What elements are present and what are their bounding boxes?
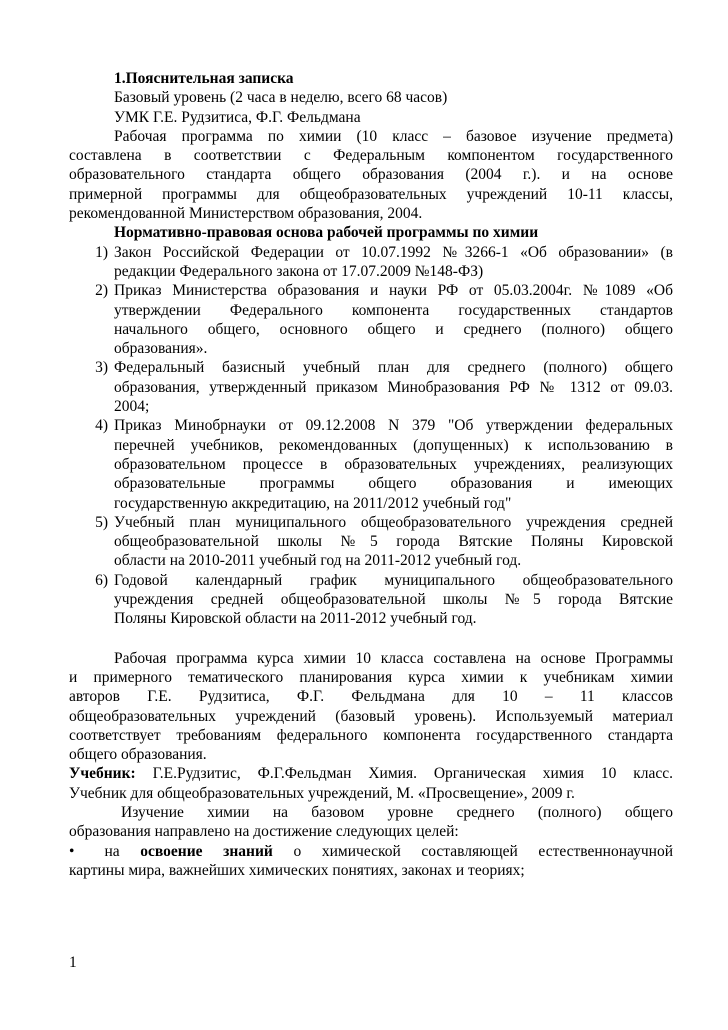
section-title: 1.Пояснительная записка xyxy=(114,70,294,87)
spacer xyxy=(69,629,673,649)
bullet-text-post: о химической составляющей естественнонаучной xyxy=(272,842,673,860)
text-line: утверждении Федерального компонента государственных стандартов xyxy=(114,301,673,319)
text-line xyxy=(69,764,673,783)
text-line: общего образования. xyxy=(69,746,207,764)
text-line: образовательном процессе в образовательных учреждениях, реализующих xyxy=(114,455,673,473)
text-line: Учебник для общеобразовательных учреждений, М. «Просвещение», 2009 г. xyxy=(69,784,575,802)
list-number: 6) xyxy=(95,571,108,589)
text-line: области на 2010-2011 учебный год на 2011-2012 учебный год. xyxy=(114,552,522,570)
text-line: авторов Г.Е. Рудзитиса, Ф.Г. Фельдмана для 10 – 11 классов xyxy=(69,688,673,706)
text-line: Рабочая программа по химии (10 класс – базовое изучение предмета) xyxy=(114,127,673,145)
list-item xyxy=(69,358,673,416)
bullet-item xyxy=(69,842,673,881)
text-line: образования». xyxy=(114,340,208,358)
bullet-bold: освоение знаний xyxy=(140,842,273,860)
text-line: Поляны Кировской области на 2011-2012 учебный год. xyxy=(114,610,477,628)
list-number: 4) xyxy=(95,417,108,435)
text-line: образования, утвержденный приказом Минобразования РФ № 1312 от 09.03. xyxy=(114,378,673,396)
text-line: общеобразовательной школы №5 города Вятские Поляны Кировской xyxy=(114,533,673,551)
bullet-text-pre: на xyxy=(104,842,141,860)
list-item xyxy=(69,416,673,512)
text-line: Учебный план муниципального общеобразовательного учреждения средней xyxy=(114,513,673,531)
level-line: Базовый уровень (2 часа в неделю, всего 68 часов) xyxy=(114,89,448,107)
textbook-paragraph xyxy=(69,764,673,803)
text-line: 2004; xyxy=(114,398,150,416)
goals-paragraph xyxy=(69,803,673,842)
text-line: картины мира, важнейших химических понятиях, законах и теориях; xyxy=(69,861,525,879)
text-line: образовательного стандарта общего образования (2004 г.). и на основе xyxy=(69,166,673,184)
text-line: перечней учебников, рекомендованных (допущенных) к использованию в xyxy=(114,436,673,454)
list-number: 3) xyxy=(95,359,108,377)
text-line: общеобразовательных учреждений (базовый уровень). Используемый материал xyxy=(69,707,673,725)
text-line: составлена в соответствии с Федеральным компонентом государственного xyxy=(69,147,673,165)
text-line: и примерного тематического планирования курса химии к учебникам химии xyxy=(69,668,673,686)
list-item xyxy=(69,281,673,358)
course-paragraph xyxy=(69,649,673,765)
text-line: Изучение химии на базовом уровне среднего (полного) общего xyxy=(121,803,673,821)
text-line: учреждения средней общеобразовательной школы №5 города Вятские xyxy=(114,591,673,609)
umk-line: УМК Г.Е. Рудзитиса, Ф.Г. Фельдмана xyxy=(114,108,361,126)
list-number: 2) xyxy=(95,282,108,300)
text-line: соответствует требованиям федерального компонента государственного стандарта xyxy=(69,726,673,744)
intro-paragraph xyxy=(69,127,673,223)
text-line: начального общего, основного общего и среднего (полного) общего xyxy=(114,320,673,338)
list-item xyxy=(69,513,673,571)
basis-heading: Нормативно-правовая основа рабочей программы по химии xyxy=(114,224,539,242)
text-line: образовательные программы общего образования и имеющих xyxy=(114,475,673,493)
list-number: 5) xyxy=(95,513,108,531)
text-line: Приказ Минобрнауки от 09.12.2008 N 379 "Об утверждении федеральных xyxy=(114,417,673,435)
text-line: Рабочая программа курса химии 10 класса составлена на основе Программы xyxy=(114,649,673,667)
list-number: 1) xyxy=(95,243,108,261)
text-line: редакции Федерального закона от 17.07.2009 №148-ФЗ) xyxy=(114,262,484,280)
text-line: рекомендованной Министерством образования, 2004. xyxy=(69,205,423,223)
bullet-icon: • xyxy=(69,842,75,860)
text-line: Годовой календарный график муниципального общеобразовательного xyxy=(114,571,673,589)
text-line: примерной программы для общеобразовательных учреждений 10-11 классы, xyxy=(69,185,673,203)
text-line: государственную аккредитацию, на 2011/2012 учебный год" xyxy=(114,494,512,512)
list-item xyxy=(69,571,673,629)
textbook-label: Учебник: xyxy=(69,765,136,783)
text-line: Федеральный базисный учебный план для среднего (полного) общего xyxy=(114,359,673,377)
text-line: Закон Российской Федерации от 10.07.1992 №3266-1 «Об образовании» (в xyxy=(114,243,673,261)
list-item xyxy=(69,243,673,282)
basis-list xyxy=(69,243,673,629)
text-line: образования направлено на достижение следующих целей: xyxy=(69,823,459,841)
page-number: 1 xyxy=(69,954,77,971)
text-line: Приказ Министерства образования и науки РФ от 05.03.2004г. №1089 «Об xyxy=(114,282,673,300)
text-line xyxy=(69,842,673,861)
textbook-text: Г.Е.Рудзитис, Ф.Г.Фельдман Химия. Органическая химия 10 класс. xyxy=(135,765,673,783)
